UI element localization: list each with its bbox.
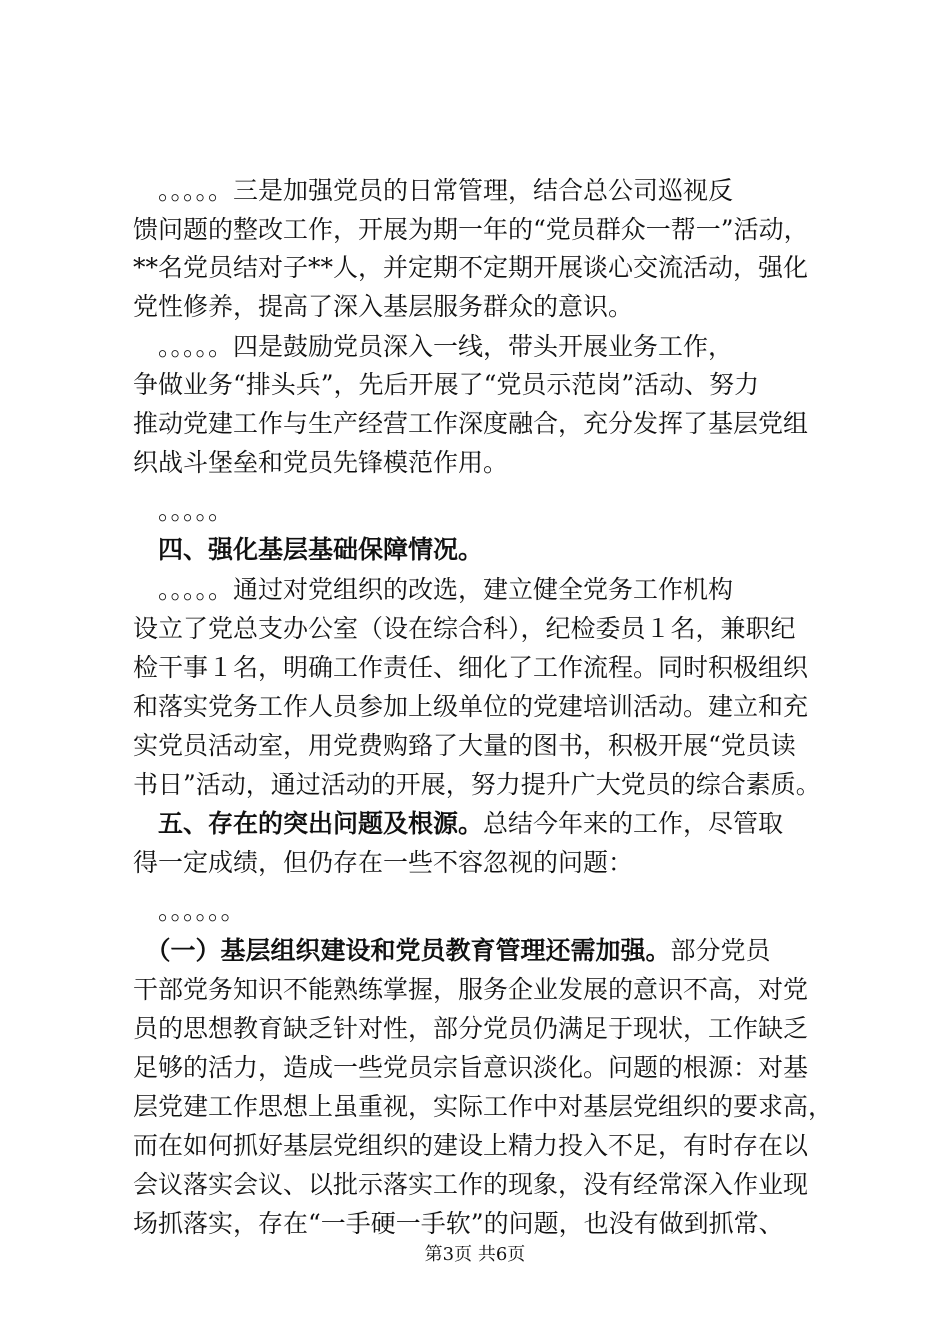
text-line: 推动党建工作与生产经营工作深度融合，充分发挥了基层党组 bbox=[133, 409, 809, 438]
text-line: 和落实党务工作人员参加上级单位的党建培训活动。建立和充 bbox=[133, 692, 809, 721]
page-footer: 第3页 共6页 bbox=[424, 1244, 526, 1265]
text-line: 员的思想教育缺乏针对性，部分党员仍满足于现状，工作缺乏 bbox=[133, 1014, 809, 1043]
text-line: 书日”活动，通过活动的开展，努力提升广大党员的综合素质。 bbox=[133, 770, 821, 799]
text-line: 会议落实会议、以批示落实工作的现象，没有经常深入作业现 bbox=[133, 1170, 809, 1199]
text-line: 而在如何抓好基层党组织的建设上精力投入不足，有时存在以 bbox=[133, 1131, 809, 1160]
section-heading: 四、强化基层基础保障情况。 bbox=[133, 535, 484, 564]
text-line: 馈问题的整改工作，开展为期一年的“党员群众一帮一”活动， bbox=[133, 215, 809, 244]
text-line: 得一定成绩，但仍存在一些不容忽视的问题： bbox=[133, 848, 634, 877]
text-line: 设立了党总支办公室（设在综合科），纪检委员１名，兼职纪 bbox=[133, 614, 796, 643]
text-run: 总结今年来的工作，尽管取 bbox=[483, 809, 784, 838]
text-run: 部分党员 bbox=[670, 936, 771, 965]
text-line: 党性修养，提高了深入基层服务群众的意识。 bbox=[133, 292, 634, 321]
text-line: 织战斗堡垒和党员先锋模范作用。 bbox=[133, 448, 509, 477]
subsection-heading: （一）基层组织建设和党员教育管理还需加强。 bbox=[133, 936, 671, 965]
text-line: 场抓落实，存在“一手硬一手软”的问题，也没有做到抓常、 bbox=[133, 1209, 784, 1238]
text-line: 实党员活动室，用党费购臵了大量的图书，积极开展“党员读 bbox=[133, 731, 796, 760]
text-line: 争做业务“排头兵”，先后开展了“党员示范岗”活动、努力 bbox=[133, 370, 760, 399]
placeholder-dots: 。。。。。 bbox=[133, 496, 234, 525]
text-line: 层党建工作思想上虽重视，实际工作中对基层党组织的要求高， bbox=[133, 1092, 833, 1121]
text-line: **名党员结对子**人，并定期不定期开展谈心交流活动，强化 bbox=[133, 253, 809, 282]
text-line: 检干事１名，明确工作责任、细化了工作流程。同时积极组织 bbox=[133, 653, 809, 682]
text-line-with-heading bbox=[133, 931, 833, 971]
text-line: 。。。。。通过对党组织的改选，建立健全党务工作机构 bbox=[133, 575, 734, 604]
placeholder-dots: 。。。。。。 bbox=[133, 896, 246, 925]
section-heading: 五、存在的突出问题及根源。 bbox=[133, 809, 484, 838]
text-line: 。。。。。三是加强党员的日常管理，结合总公司巡视反 bbox=[133, 176, 734, 205]
text-line-with-heading bbox=[133, 804, 833, 844]
text-line: 干部党务知识不能熟练掌握，服务企业发展的意识不高，对党 bbox=[133, 975, 809, 1004]
text-line: 。。。。。四是鼓励党员深入一线，带头开展业务工作， bbox=[133, 332, 734, 361]
text-line: 足够的活力，造成一些党员宗旨意识淡化。问题的根源：对基 bbox=[133, 1053, 809, 1082]
